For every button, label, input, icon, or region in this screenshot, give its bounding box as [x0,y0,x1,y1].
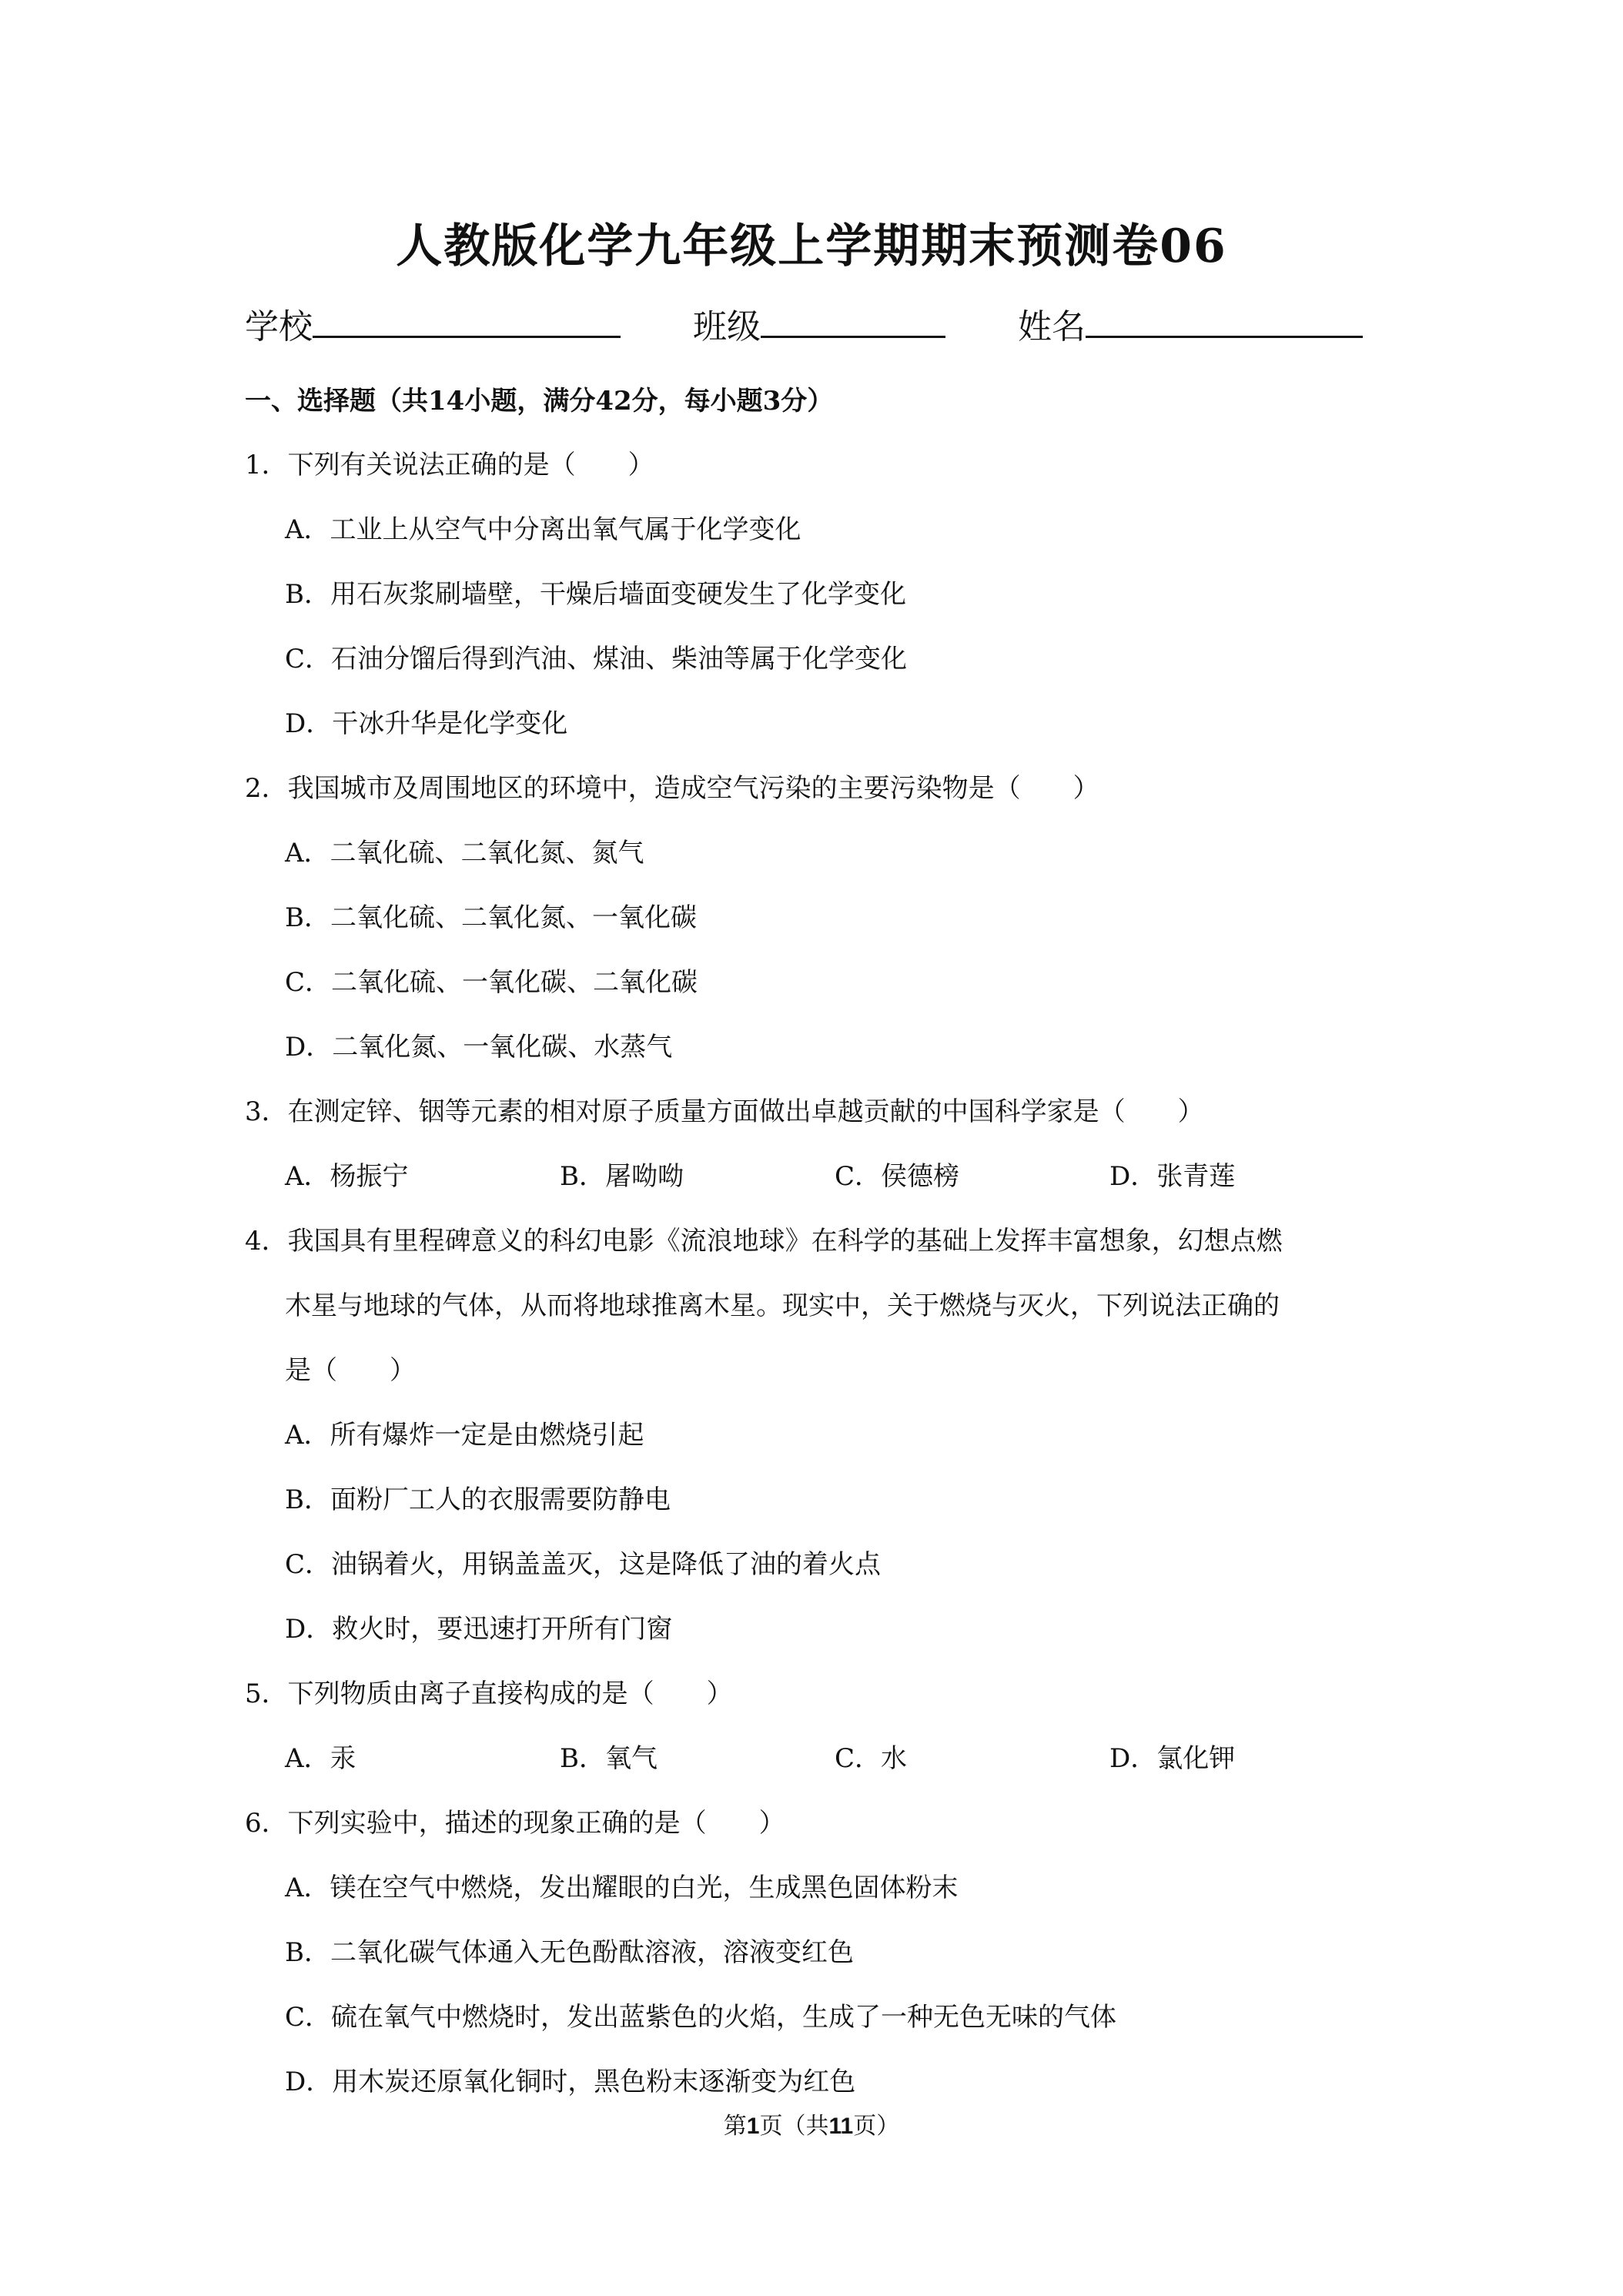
option-c: C．油锅着火，用锅盖盖灭，这是降低了油的着火点 [285,1549,882,1580]
option-b: B．氧气 [560,1743,658,1774]
page-title: 人教版化学九年级上学期期末预测卷06 [396,219,1227,273]
question-2 [245,756,1384,1079]
option-b: B．二氧化硫、二氧化氮、一氧化碳 [285,902,697,933]
question-5 [245,1662,1384,1791]
option-a: A．所有爆炸一定是由燃烧引起 [285,1420,644,1451]
school-label: 学校 [245,307,313,346]
option-c: C．二氧化硫、一氧化碳、二氧化碳 [285,967,698,998]
option-c: C．侯德榜 [835,1161,960,1192]
option-a: A．镁在空气中燃烧，发出耀眼的白光，生成黑色固体粉末 [285,1873,959,1903]
question-stem: 1．下列有关说法正确的是（ ） [245,450,654,480]
footer-middle: 页（共 [759,2113,829,2140]
class-blank[interactable] [761,302,945,338]
question-4 [245,1209,1384,1662]
footer-total-pages: 11 [828,2114,854,2139]
question-stem-line-3: 是（ ） [285,1355,416,1386]
school-blank[interactable] [313,302,621,338]
option-a: A．杨振宁 [285,1161,409,1192]
question-stem-line-2: 木星与地球的气体，从而将地球推离木星。现实中，关于燃烧与灭火，下列说法正确的 [285,1290,1280,1321]
option-row [245,1144,1384,1209]
question-stem: 2．我国城市及周围地区的环境中，造成空气污染的主要污染物是（ ） [245,773,1099,804]
option-b: B．二氧化碳气体通入无色酚酞溶液，溶液变红色 [285,1937,854,1968]
option-a: A．二氧化硫、二氧化氮、氮气 [285,838,644,869]
option-d: D．张青莲 [1109,1161,1236,1192]
question-stem-line-1: 4．我国具有里程碑意义的科幻电影《流浪地球》在科学的基础上发挥丰富想象，幻想点燃 [245,1226,1283,1257]
option-d: D．干冰升华是化学变化 [285,708,568,739]
option-b: B．屠呦呦 [560,1161,684,1192]
option-b: B．用石灰浆刷墙壁，干燥后墙面变硬发生了化学变化 [285,579,906,610]
school-field [245,302,621,350]
footer-page-number: 1 [746,2114,760,2139]
footer-prefix: 第 [723,2113,747,2140]
section-heading: 一、选择题（共14小题，满分42分，每小题3分） [245,386,834,417]
option-a: A．汞 [285,1743,356,1774]
option-d: D．用木炭还原氧化铜时，黑色粉末逐渐变为红色 [285,2067,856,2097]
class-label: 班级 [693,307,761,346]
question-stem: 6．下列实验中，描述的现象正确的是（ ） [245,1808,785,1839]
name-field [1018,302,1363,350]
question-stem: 3．在测定锌、铟等元素的相对原子质量方面做出卓越贡献的中国科学家是（ ） [245,1096,1204,1127]
name-label: 姓名 [1018,307,1086,346]
option-row [245,1726,1384,1791]
option-c: C．石油分馏后得到汽油、煤油、柴油等属于化学变化 [285,644,908,674]
option-d: D．氯化钾 [1109,1743,1236,1774]
question-1 [245,433,1384,756]
footer-suffix: 页） [853,2113,900,2140]
option-a: A．工业上从空气中分离出氧气属于化学变化 [285,514,801,545]
option-d: D．救火时，要迅速打开所有门窗 [285,1614,673,1645]
question-stem [245,1209,1384,1403]
class-field [693,302,945,350]
question-stem: 5．下列物质由离子直接构成的是（ ） [245,1678,733,1709]
option-c: C．硫在氧气中燃烧时，发出蓝紫色的火焰，生成了一种无色无味的气体 [285,2002,1117,2033]
option-c: C．水 [835,1743,908,1774]
page-footer [0,2111,1623,2142]
question-3 [245,1079,1384,1209]
student-info-row [245,302,1363,350]
option-d: D．二氧化氮、一氧化碳、水蒸气 [285,1032,673,1063]
option-b: B．面粉厂工人的衣服需要防静电 [285,1484,671,1515]
question-6 [245,1791,1384,2114]
name-blank[interactable] [1086,302,1363,338]
